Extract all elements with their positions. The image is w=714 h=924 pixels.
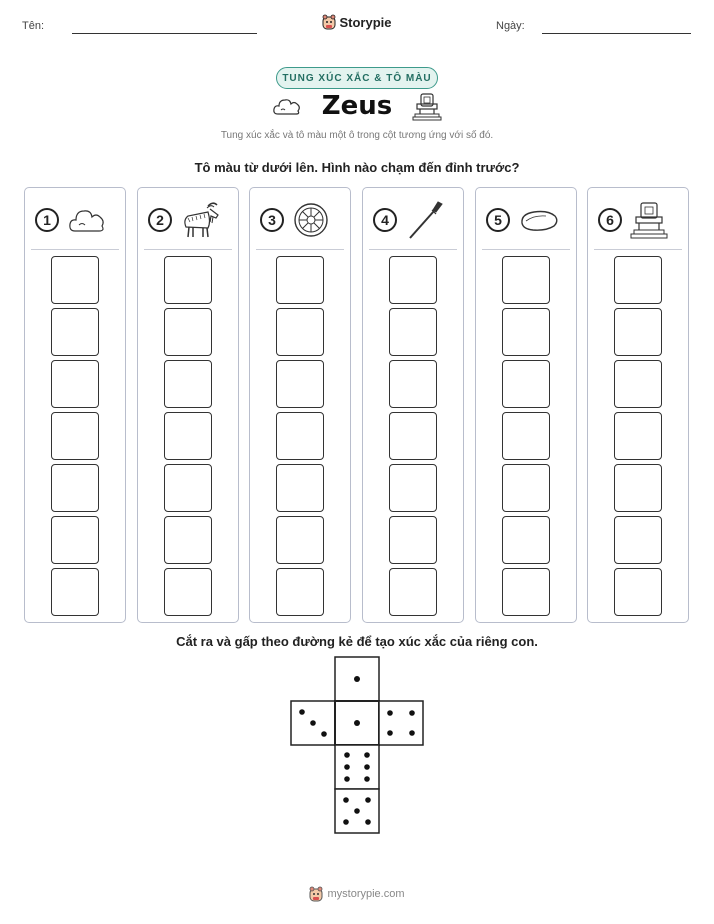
column-2 [137, 187, 239, 623]
color-cell[interactable] [276, 412, 324, 460]
column-divider [594, 249, 682, 250]
die-face-1 [335, 657, 379, 701]
color-cell[interactable] [389, 256, 437, 304]
column-number: 4 [373, 208, 397, 232]
page-title: Zeus [321, 91, 393, 121]
color-cell[interactable] [502, 568, 550, 616]
footer-link[interactable]: mystorypie.com [327, 888, 405, 900]
column-divider [369, 249, 457, 250]
color-cell[interactable] [51, 308, 99, 356]
color-cell[interactable] [164, 360, 212, 408]
column-divider [256, 249, 344, 250]
color-cell[interactable] [614, 256, 662, 304]
color-cell[interactable] [51, 464, 99, 512]
color-cell[interactable] [51, 516, 99, 564]
color-cell[interactable] [276, 568, 324, 616]
color-cell[interactable] [502, 256, 550, 304]
color-cell[interactable] [51, 360, 99, 408]
column-3 [249, 187, 351, 623]
column-4 [362, 187, 464, 623]
name-line [72, 33, 257, 34]
color-cell[interactable] [164, 256, 212, 304]
color-cell[interactable] [276, 308, 324, 356]
color-cell[interactable] [51, 412, 99, 460]
color-cell[interactable] [276, 256, 324, 304]
brand-name: Storypie [339, 14, 392, 30]
activity-badge: TUNG XÚC XẮC & TÔ MÀU [276, 67, 438, 89]
color-cell[interactable] [51, 568, 99, 616]
color-cell[interactable] [164, 464, 212, 512]
color-cell[interactable] [164, 308, 212, 356]
die-face-4 [379, 701, 423, 745]
name-label: Tên: [22, 20, 45, 32]
storypie-mascot-icon [322, 14, 336, 30]
column-5 [475, 187, 577, 623]
color-cell[interactable] [51, 256, 99, 304]
cut-instruction: Cắt ra và gấp theo đường kẻ để tạo xúc xắc của riêng con. [176, 634, 538, 649]
goat-icon [180, 200, 222, 240]
color-cell[interactable] [502, 464, 550, 512]
throne-icon [412, 91, 442, 121]
column-divider [482, 249, 570, 250]
color-cell[interactable] [164, 568, 212, 616]
color-cell[interactable] [389, 412, 437, 460]
color-cell[interactable] [389, 360, 437, 408]
color-cell[interactable] [389, 308, 437, 356]
column-divider [31, 249, 119, 250]
color-cell[interactable] [164, 516, 212, 564]
die-face-center-1 [335, 701, 379, 745]
die-face-6 [335, 745, 379, 789]
column-number: 3 [260, 208, 284, 232]
color-cell[interactable] [502, 360, 550, 408]
color-cell[interactable] [614, 360, 662, 408]
color-cell[interactable] [276, 516, 324, 564]
column-1 [24, 187, 126, 623]
die-face-5 [335, 789, 379, 833]
cloud-icon [272, 95, 302, 117]
color-cell[interactable] [502, 516, 550, 564]
die-face-3 [291, 701, 335, 745]
color-cell[interactable] [614, 308, 662, 356]
column-number: 5 [486, 208, 510, 232]
throne-icon [630, 200, 668, 240]
color-cell[interactable] [614, 568, 662, 616]
title-row [0, 91, 714, 121]
column-number: 6 [598, 208, 622, 232]
column-divider [144, 249, 232, 250]
cloud-icon [67, 203, 107, 237]
color-cell[interactable] [614, 464, 662, 512]
coloring-instruction: Tô màu từ dưới lên. Hình nào chạm đến đỉnh trước? [194, 160, 520, 175]
date-label: Ngày: [496, 20, 525, 32]
color-cell[interactable] [389, 568, 437, 616]
color-cell[interactable] [276, 464, 324, 512]
brand-logo [0, 14, 714, 30]
color-cell[interactable] [164, 412, 212, 460]
page-subtitle: Tung xúc xắc và tô màu một ô trong cột tương ứng với số đó. [220, 130, 494, 141]
color-cell[interactable] [389, 516, 437, 564]
spear-icon [405, 200, 445, 240]
column-6 [587, 187, 689, 623]
shield-icon [292, 201, 330, 239]
date-line [542, 33, 691, 34]
color-cell[interactable] [502, 412, 550, 460]
color-cell[interactable] [276, 360, 324, 408]
stone-icon [518, 203, 560, 237]
footer [0, 886, 714, 902]
color-cell[interactable] [614, 516, 662, 564]
column-number: 1 [35, 208, 59, 232]
color-cell[interactable] [502, 308, 550, 356]
column-number: 2 [148, 208, 172, 232]
die-net [290, 656, 426, 836]
color-cell[interactable] [614, 412, 662, 460]
storypie-mascot-icon [309, 886, 323, 902]
color-cell[interactable] [389, 464, 437, 512]
